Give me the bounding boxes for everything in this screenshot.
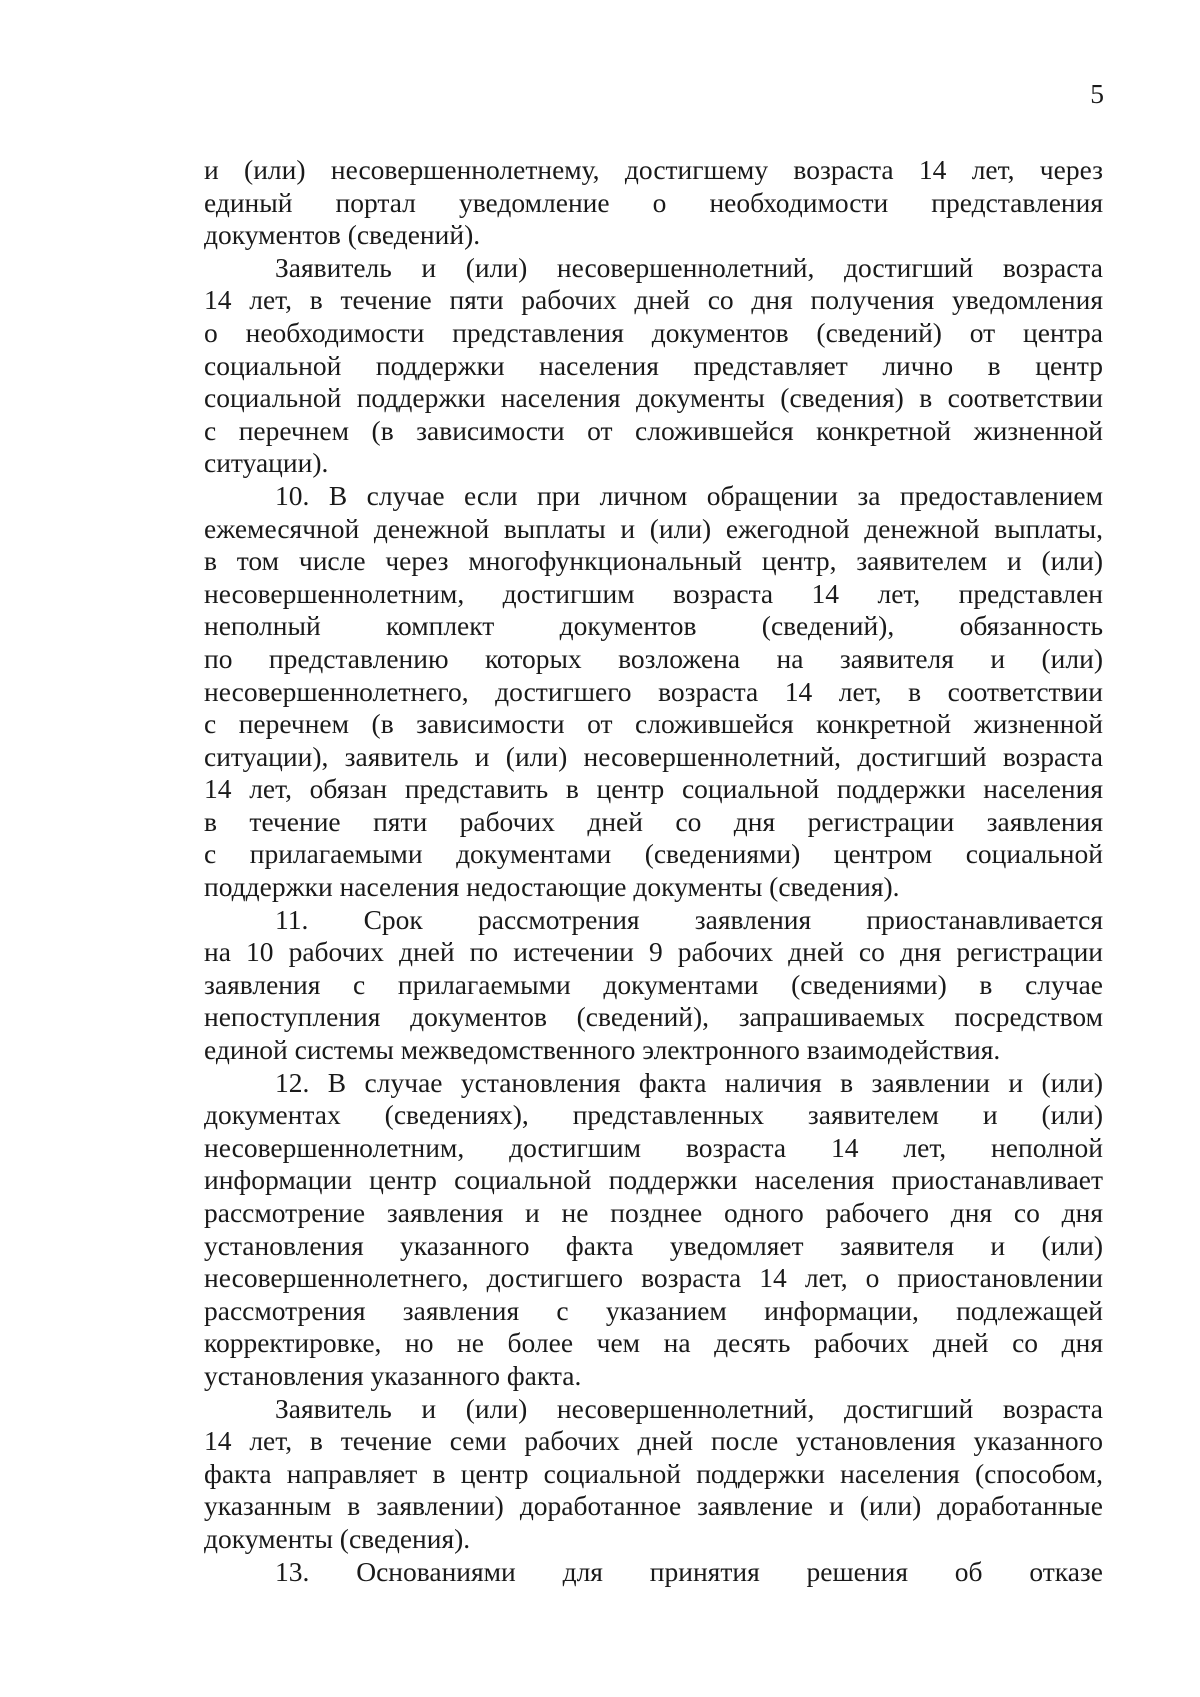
page-number: 5 — [1090, 78, 1104, 109]
text-line: корректировке, но не более чем на десять рабочих дней со дня — [204, 1327, 1103, 1359]
text-line: несовершеннолетнего, достигшего возраста 14 лет, в соответствии — [204, 675, 1103, 707]
text-line: заявления с прилагаемыми документами (сведениями) в случае — [204, 968, 1103, 1000]
document-body — [204, 154, 1103, 1588]
text-line: документов (сведений). — [204, 219, 481, 251]
text-line: информации центр социальной поддержки населения приостанавливает — [204, 1164, 1103, 1196]
text-line: документы (сведения). — [204, 1522, 471, 1554]
text-line: 11. Срок рассмотрения заявления приостанавливается — [275, 903, 1103, 935]
text-line: непоступления документов (сведений), запрашиваемых посредством — [204, 1001, 1103, 1033]
text-line: Заявитель и (или) несовершеннолетний, достигший возраста — [275, 251, 1103, 283]
text-line: 14 лет, в течение пяти рабочих дней со дня получения уведомления — [204, 284, 1103, 316]
text-line: 14 лет, обязан представить в центр социальной поддержки населения — [204, 773, 1103, 805]
text-line: единой системы межведомственного электронного взаимодействия. — [204, 1034, 1001, 1066]
text-line: рассмотрения заявления с указанием информации, подлежащей — [204, 1294, 1103, 1326]
text-line: на 10 рабочих дней по истечении 9 рабочих дней со дня регистрации — [204, 936, 1103, 968]
text-line: в том числе через многофункциональный центр, заявителем и (или) — [204, 545, 1103, 577]
text-line: в течение пяти рабочих дней со дня регистрации заявления — [204, 805, 1103, 837]
text-line: социальной поддержки населения представляет лично в центр — [204, 349, 1103, 381]
text-line: несовершеннолетнего, достигшего возраста 14 лет, о приостановлении — [204, 1262, 1103, 1294]
text-line: установления указанного факта. — [204, 1359, 582, 1391]
text-line: по представлению которых возложена на заявителя и (или) — [204, 642, 1103, 674]
text-line: ситуации), заявитель и (или) несовершеннолетний, достигший возраста — [204, 740, 1103, 772]
text-line: факта направляет в центр социальной поддержки населения (способом, — [204, 1457, 1103, 1489]
text-line: несовершеннолетним, достигшим возраста 14 лет, представлен — [204, 577, 1103, 609]
text-line: 14 лет, в течение семи рабочих дней после установления указанного — [204, 1425, 1103, 1457]
text-line: указанным в заявлении) доработанное заявление и (или) доработанные — [204, 1490, 1103, 1522]
text-line: документах (сведениях), представленных заявителем и (или) — [204, 1099, 1103, 1131]
text-line: Заявитель и (или) несовершеннолетний, достигший возраста — [275, 1392, 1103, 1424]
text-line: с прилагаемыми документами (сведениями) центром социальной — [204, 838, 1103, 870]
text-line: 13. Основаниями для принятия решения об отказе — [275, 1555, 1103, 1587]
text-line: с перечнем (в зависимости от сложившейся конкретной жизненной — [204, 708, 1103, 740]
text-line: 12. В случае установления факта наличия в заявлении и (или) — [275, 1066, 1103, 1098]
text-line: несовершеннолетним, достигшим возраста 14 лет, неполной — [204, 1131, 1103, 1163]
text-line: рассмотрение заявления и не позднее одного рабочего дня со дня — [204, 1197, 1103, 1228]
text-line: 10. В случае если при личном обращении за предоставлением — [275, 479, 1103, 511]
text-line: установления указанного факта уведомляет заявителя и (или) — [204, 1229, 1103, 1261]
text-line: и (или) несовершеннолетнему, достигшему возраста 14 лет, через — [204, 154, 1103, 185]
text-line: ситуации). — [204, 447, 329, 479]
text-line: неполный комплект документов (сведений), обязанность — [204, 610, 1103, 642]
text-line: ежемесячной денежной выплаты и (или) ежегодной денежной выплаты, — [204, 512, 1103, 544]
text-line: поддержки населения недостающие документы (сведения). — [204, 871, 900, 903]
text-line: с перечнем (в зависимости от сложившейся конкретной жизненной — [204, 414, 1103, 446]
text-line: единый портал уведомление о необходимости представления — [204, 186, 1103, 218]
text-line: социальной поддержки населения документы (сведения) в соответствии — [204, 382, 1103, 414]
text-line: о необходимости представления документов (сведений) от центра — [204, 316, 1103, 348]
